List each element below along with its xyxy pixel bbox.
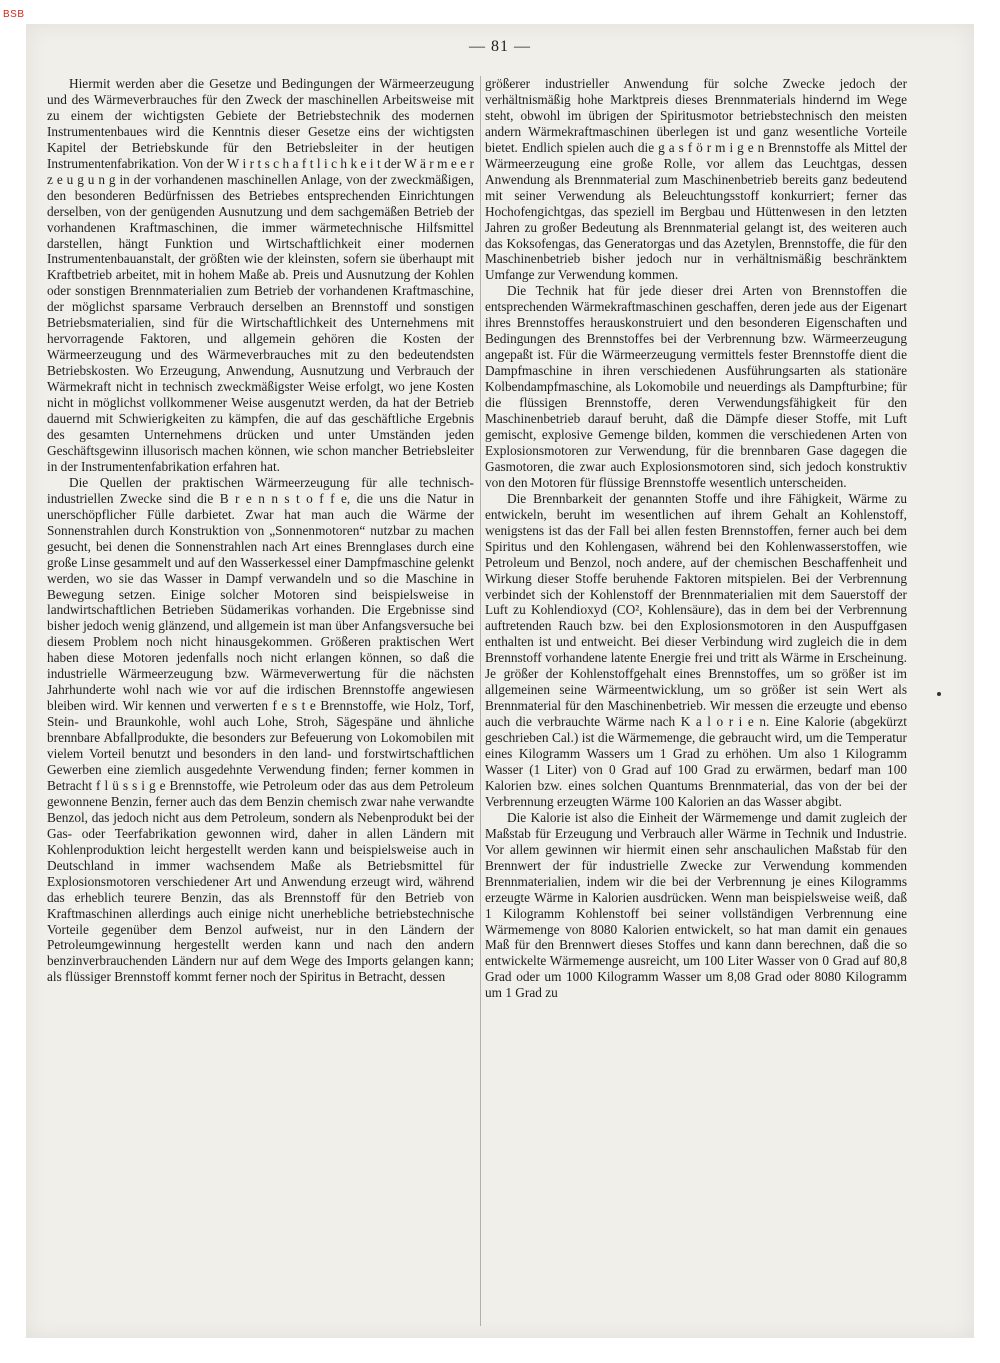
paragraph: größerer industrieller Anwendung für solche Zwecke jedoch der verhältnismäßig hohe Marktpreis dieses Brennmaterials hindernd im Wege steht, obwohl im übrigen der Spiritusmotor betriebstechnisch den meisten andern Wärmekraftmaschinen überlegen ist und ganz wesentliche Vorteile bietet. Endlich spielen auch die g a s f ö r m i g e n Brennstoffe als Mittel der Wärmeerzeugung eine große Rolle, vor allem das Leuchtgas, dessen Anwendung als Brennmaterial zum Maschinenbetrieb bereits ganz bedeutend mit seiner Verwendung als Beleuchtungsstoff konkurriert; ferner das Hochofengichtgas, das speziell im Bergbau und Hüttenwesen in den letzten Jahren zu großer Bedeutung als Brennmaterial gelangt ist, des weiteren auch das Koksofengas, das Generatorgas und das Azetylen, Brennstoffe, die für den Maschinenbetrieb bisher jedoch nur in verhältnismäßig beschränktem Umfange zur Verwendung kommen.	[485, 76, 907, 283]
library-watermark: BSB	[3, 9, 25, 20]
scanned-page	[26, 24, 974, 1338]
margin-dot	[937, 692, 941, 696]
page-number: — 81 —	[469, 38, 531, 55]
paragraph: Die Kalorie ist also die Einheit der Wärmemenge und damit zugleich der Maßstab für Erzeugung und Verbrauch aller Wärme in Technik und Industrie. Vor allem gewinnen wir hiermit einen sehr anschaulichen Maßstab für den Brennwert der für industrielle Zwecke zur Verwendung kommenden Brennmaterialien, indem wir die bei der Verbrennung je eines Kilogramms erzeugte Wärme in Kalorien ausdrücken. Wenn man beispielsweise weiß, daß 1 Kilogramm Kohlenstoff bei seiner vollständigen Verbrennung eine Wärmemenge von 8080 Kalorien entwickelt, so hat man damit ein genaues Maß für den Brennwert dieses Stoffes und kann dann berechnen, daß die so entwickelte Wärmemenge ausreicht, um 100 Liter Wasser von 0 Grad auf 80,8 Grad oder um 1000 Kilogramm Wasser um 8,08 Grad oder 8080 Kilogramm um 1 Grad zu	[485, 809, 907, 1001]
right-column	[485, 76, 907, 1001]
paragraph: Die Brennbarkeit der genannten Stoffe und ihre Fähigkeit, Wärme zu entwickeln, beruht im wesentlichen auf ihrem Gehalt an Kohlenstoff, wenigstens ist das der Fall bei allen festen Brennstoffen, ferner auch bei dem Spiritus und den Kohlengasen, während bei den Kohlenwasserstoffen, wie Petroleum und Benzol, noch andere, auf der chemischen Beschaffenheit und Wirkung dieser Stoffe beruhende Faktoren mitspielen. Bei der Verbrennung verbindet sich der Kohlenstoff der Brennmaterialien mit dem Sauerstoff der Luft zu Kohlendioxyd (CO², Kohlensäure), das in dem bei der Verbrennung auftretenden Rauch bzw. bei den Explosionsmotoren in den Auspuffgasen enthalten ist und entweicht. Bei dieser Verbindung wird zugleich die in dem Brennstoff vorhandene latente Energie frei und tritt als Wärme in Erscheinung. Je größer der Kohlenstoffgehalt eines Brennstoffes, um so größer ist im allgemeinen seine Wärmeentwicklung, um so größer ist sein Wert als Brennmaterial für den Maschinenbetrieb. Wir messen die erzeugte und ebenso auch die verbrauchte Wärme nach K a l o r i e n. Eine Kalorie (abgekürzt geschrieben Cal.) ist die Wärmemenge, die gebraucht wird, um die Temperatur eines Kilogramm Wassers um 1 Grad zu erhöhen. Um also 1 Kilogramm Wasser (1 Liter) von 0 Grad auf 100 Grad zu erwärmen, bedarf man 100 Kalorien bzw. eines solchen Quantums Brennmaterial, das von der bei der Verbrennung erzeugten Wärme 100 Kalorien an das Wasser abgibt.	[485, 490, 907, 809]
paragraph: Hiermit werden aber die Gesetze und Bedingungen der Wärmeerzeugung und des Wärmeverbrauches für den Zweck der maschinellen Arbeitsweise mit zu einem der wichtigsten Gebiete der Betriebstechnik des modernen Instrumentenbaues wird die Kenntnis dieser Gesetze eins der wichtigsten Kapitel der Betriebskunde für den Betriebsleiter in der heutigen Instrumentenfabrikation. Von der W i r t s c h a f t l i c h k e i t der W ä r m e e r z e u g u n g in der vorhandenen maschinellen Anlage, von der zweckmäßigen, den besonderen Bedürfnissen des Betriebes entsprechenden Einrichtungen derselben, von der genügenden Ausnutzung und dem sachgemäßen Betrieb der vorhandenen Kraftmaschinen, die immer wärmetechnische Hilfsmittel darstellen, hängt Funktion und Wirtschaftlichkeit einer modernen Instrumentenbauanstalt, der größten wie der kleinsten, sofern sie überhaupt mit Kraftbetrieb arbeitet, mit in hohem Maße ab. Preis und Ausnutzung der Kohlen oder sonstigen Brennmaterialien zum Betrieb der vorhandenen Kraftmaschine, der möglichst sparsame Verbrauch derselben an Brennstoff und sonstigen Betriebsmaterialien, sind für die Wirtschaftlichkeit des Unternehmens mit hervorragende Faktoren, und allgemein gehören die Kosten der Wärmeerzeugung und des Wärmeverbrauches mit zu den bedeutendsten Betriebskosten. Wo Erzeugung, Anwendung, Ausnutzung und Verbrauch der Wärmekraft nicht in technisch zweckmäßigster Weise erfolgt, wo jene Kosten nicht in möglichst vollkommener Weise ausgenutzt werden, da hat der Betrieb dauernd mit Schwierigkeiten zu kämpfen, die auf das geschäftliche Ergebnis des gesamten Unternehmens drücken und unter Umständen jeden Geschäftsgewinn illusorisch machen können, wie schon mancher Betriebsleiter in der Instrumentenfabrikation erfahren hat.	[47, 76, 474, 474]
column-divider	[480, 76, 481, 1326]
left-column	[47, 76, 474, 985]
paragraph: Die Quellen der praktischen Wärmeerzeugung für alle technisch-industriellen Zwecke sind die B r e n n s t o f f e, die uns die Natur in unerschöpflicher Fülle darbietet. Zwar hat man auch die Wärme der Sonnenstrahlen durch Konstruktion von „Sonnenmotoren“ nutzbar zu machen gesucht, bei denen die Sonnenstrahlen nach Art eines Brennglases durch eine große Linse gesammelt und auf den Wasserkessel einer Dampfmaschine gelenkt werden, wo sie das Wasser in Dampf verwandeln und so die Maschine in Bewegung setzen. Einige solcher Motoren sind beispielsweise in landwirtschaftlichen Betrieben Südamerikas vorhanden. Die Ergebnisse sind bisher jedoch wenig glänzend, und allgemein ist man über Anfangsversuche bei diesem Problem noch nicht hinausgekommen. Größeren praktischen Wert haben diese Motoren jedenfalls noch nicht erlangen können, so daß die industrielle Wärmeerzeugung bzw. Wärmeverwertung für die nächsten Jahrhunderte wohl nach wie vor auf die irdischen Brennstoffe angewiesen bleiben wird. Wir kennen und verwerten f e s t e Brennstoffe, wie Holz, Torf, Stein- und Braunkohle, wohl auch Lohe, Stroh, Sägespäne und ähnliche brennbare Abfallprodukte, die besonders zur Befeuerung von Lokomobilen mit vielem Vorteil benutzt und besonders in den land- und forstwirtschaftlichen Gewerben eine ziemlich ausgedehnte Verwendung finden; ferner kommen in Betracht f l ü s s i g e Brennstoffe, wie Petroleum oder das aus dem Petroleum gewonnene Benzin, ferner auch das dem Benzin chemisch zwar nahe verwandte Benzol, das jedoch nicht aus dem Petroleum, sondern als Nebenprodukt bei der Gas- oder Teerfabrikation gewonnen wird, daher in allen Ländern mit Kohlenproduktion leicht hergestellt werden kann und beispielsweise auch in Deutschland in immer wachsendem Maße als Betriebsmittel für Explosionsmotoren verschiedener Art und Anwendung erzeugt wird, während das erheblich teurere Benzin, das als Brennstoff für den Betrieb von Kraftmaschinen allerdings auch einige nicht unerhebliche betriebstechnische Vorteile gegenüber dem Benzol aufweist, nur in den Ländern der Petroleumgewinnung hergestellt werden kann und nach den andern benzinverbrauchenden Ländern nur auf dem Wege des Imports gelangen kann; als flüssiger Brennstoff kommt ferner noch der Spiritus in Betracht, dessen	[47, 474, 474, 985]
paragraph: Die Technik hat für jede dieser drei Arten von Brennstoffen die entsprechenden Wärmekraftmaschinen geschaffen, deren jede aus der Eigenart ihres Brennstoffes herauskonstruiert und den besonderen Eigenschaften und Bedingungen des Brennstoffes bei der Verbrennung bzw. Wärmeerzeugung angepaßt ist. Für die Wärmeerzeugung vermittels fester Brennstoffe dient die Dampfmaschine in ihren verschiedenen Ausführungsarten als stationäre Kolbendampfmaschine, als Lokomobile und neuerdings als Dampfturbine; für die flüssigen Brennstoffe, deren Verwendungsfähigkeit für den Maschinenbetrieb darauf beruht, daß die Dämpfe dieser Stoffe, mit Luft gemischt, explosive Gemenge bilden, kommen die verschiedenen Arten von Explosionsmotoren zur Verwendung, für die brennbaren Gase dagegen die Gasmotoren, die zwar auch Explosionsmotoren sind, sich jedoch konstruktiv von den Motoren für flüssige Brennstoffe wesentlich unterscheiden.	[485, 283, 907, 490]
